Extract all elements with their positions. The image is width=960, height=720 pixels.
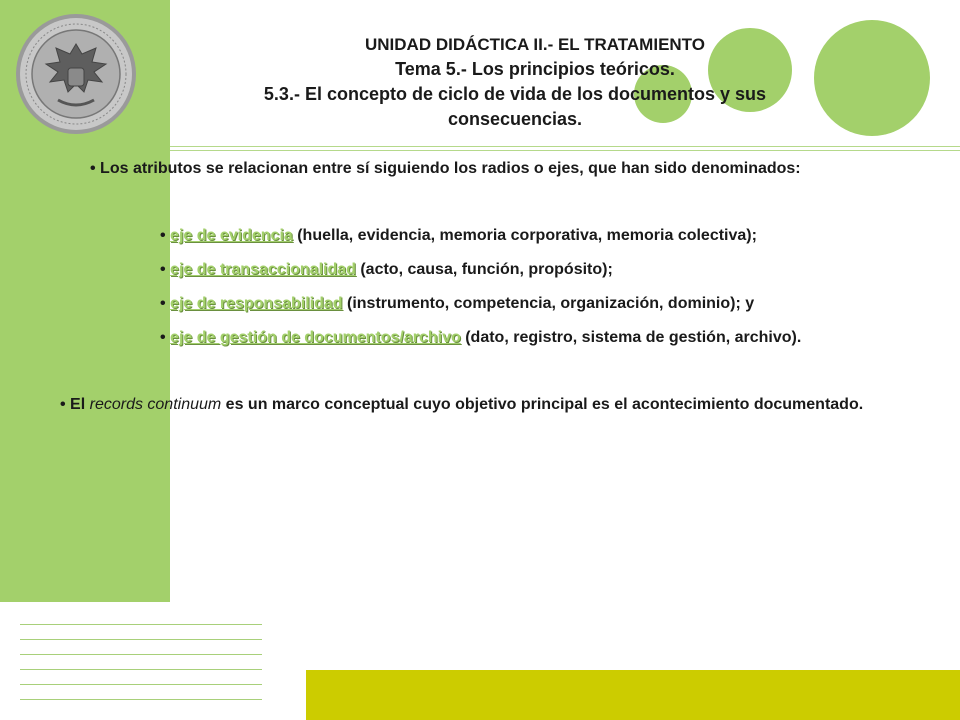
axis-link-responsabilidad[interactable]: eje de responsabilidad [170,295,343,312]
title-divider [170,150,960,151]
axis-link-evidencia[interactable]: eje de evidencia [170,227,293,244]
records-continuum-paragraph [60,393,935,417]
decorative-line [20,624,262,625]
records-prefix: • El [60,396,90,413]
title-line-3: 5.3.- El concepto de ciclo de vida de los documentos y sus [263,84,767,104]
list-item: • eje de evidencia (huella, evidencia, memoria corporativa, memoria colectiva); [160,227,757,244]
title-line-1: UNIDAD DIDÁCTICA II.- EL TRATAMIENTO [365,35,705,54]
list-item: • eje de gestión de documentos/archivo (dato, registro, sistema de gestión, archivo). [160,329,802,346]
title-line-2: Tema 5.- Los principios teóricos. [395,59,675,79]
axis-description: (instrumento, competencia, organización, dominio); y [342,295,755,312]
bottom-accent-bar [306,670,960,720]
axis-description: (dato, registro, sistema de gestión, archivo). [460,329,802,346]
axes-list [160,224,940,360]
decorative-line [20,699,262,700]
intro-paragraph: • Los atributos se relacionan entre sí siguiendo los radios o ejes, que han sido denominados: [90,160,801,177]
title-line-4: consecuencias. [447,109,583,129]
list-item: • eje de responsabilidad (instrumento, competencia, organización, dominio); y [160,295,755,312]
records-term: records continuum [89,396,222,413]
title-divider [170,146,960,147]
decorative-line [20,669,262,670]
slide-title [170,32,960,132]
axis-description: (huella, evidencia, memoria corporativa, memoria colectiva); [292,227,757,244]
decorative-line [20,639,262,640]
axis-description: (acto, causa, función, propósito); [355,261,613,278]
axis-link-transaccionalidad[interactable]: eje de transaccionalidad [170,261,356,278]
decorative-line [20,654,262,655]
list-item: • eje de transaccionalidad (acto, causa, función, propósito); [160,261,613,278]
axis-link-gestion[interactable]: eje de gestión de documentos/archivo [170,329,461,346]
decorative-line [20,684,262,685]
records-suffix: es un marco conceptual cuyo objetivo principal es el acontecimiento documentado. [221,396,864,413]
